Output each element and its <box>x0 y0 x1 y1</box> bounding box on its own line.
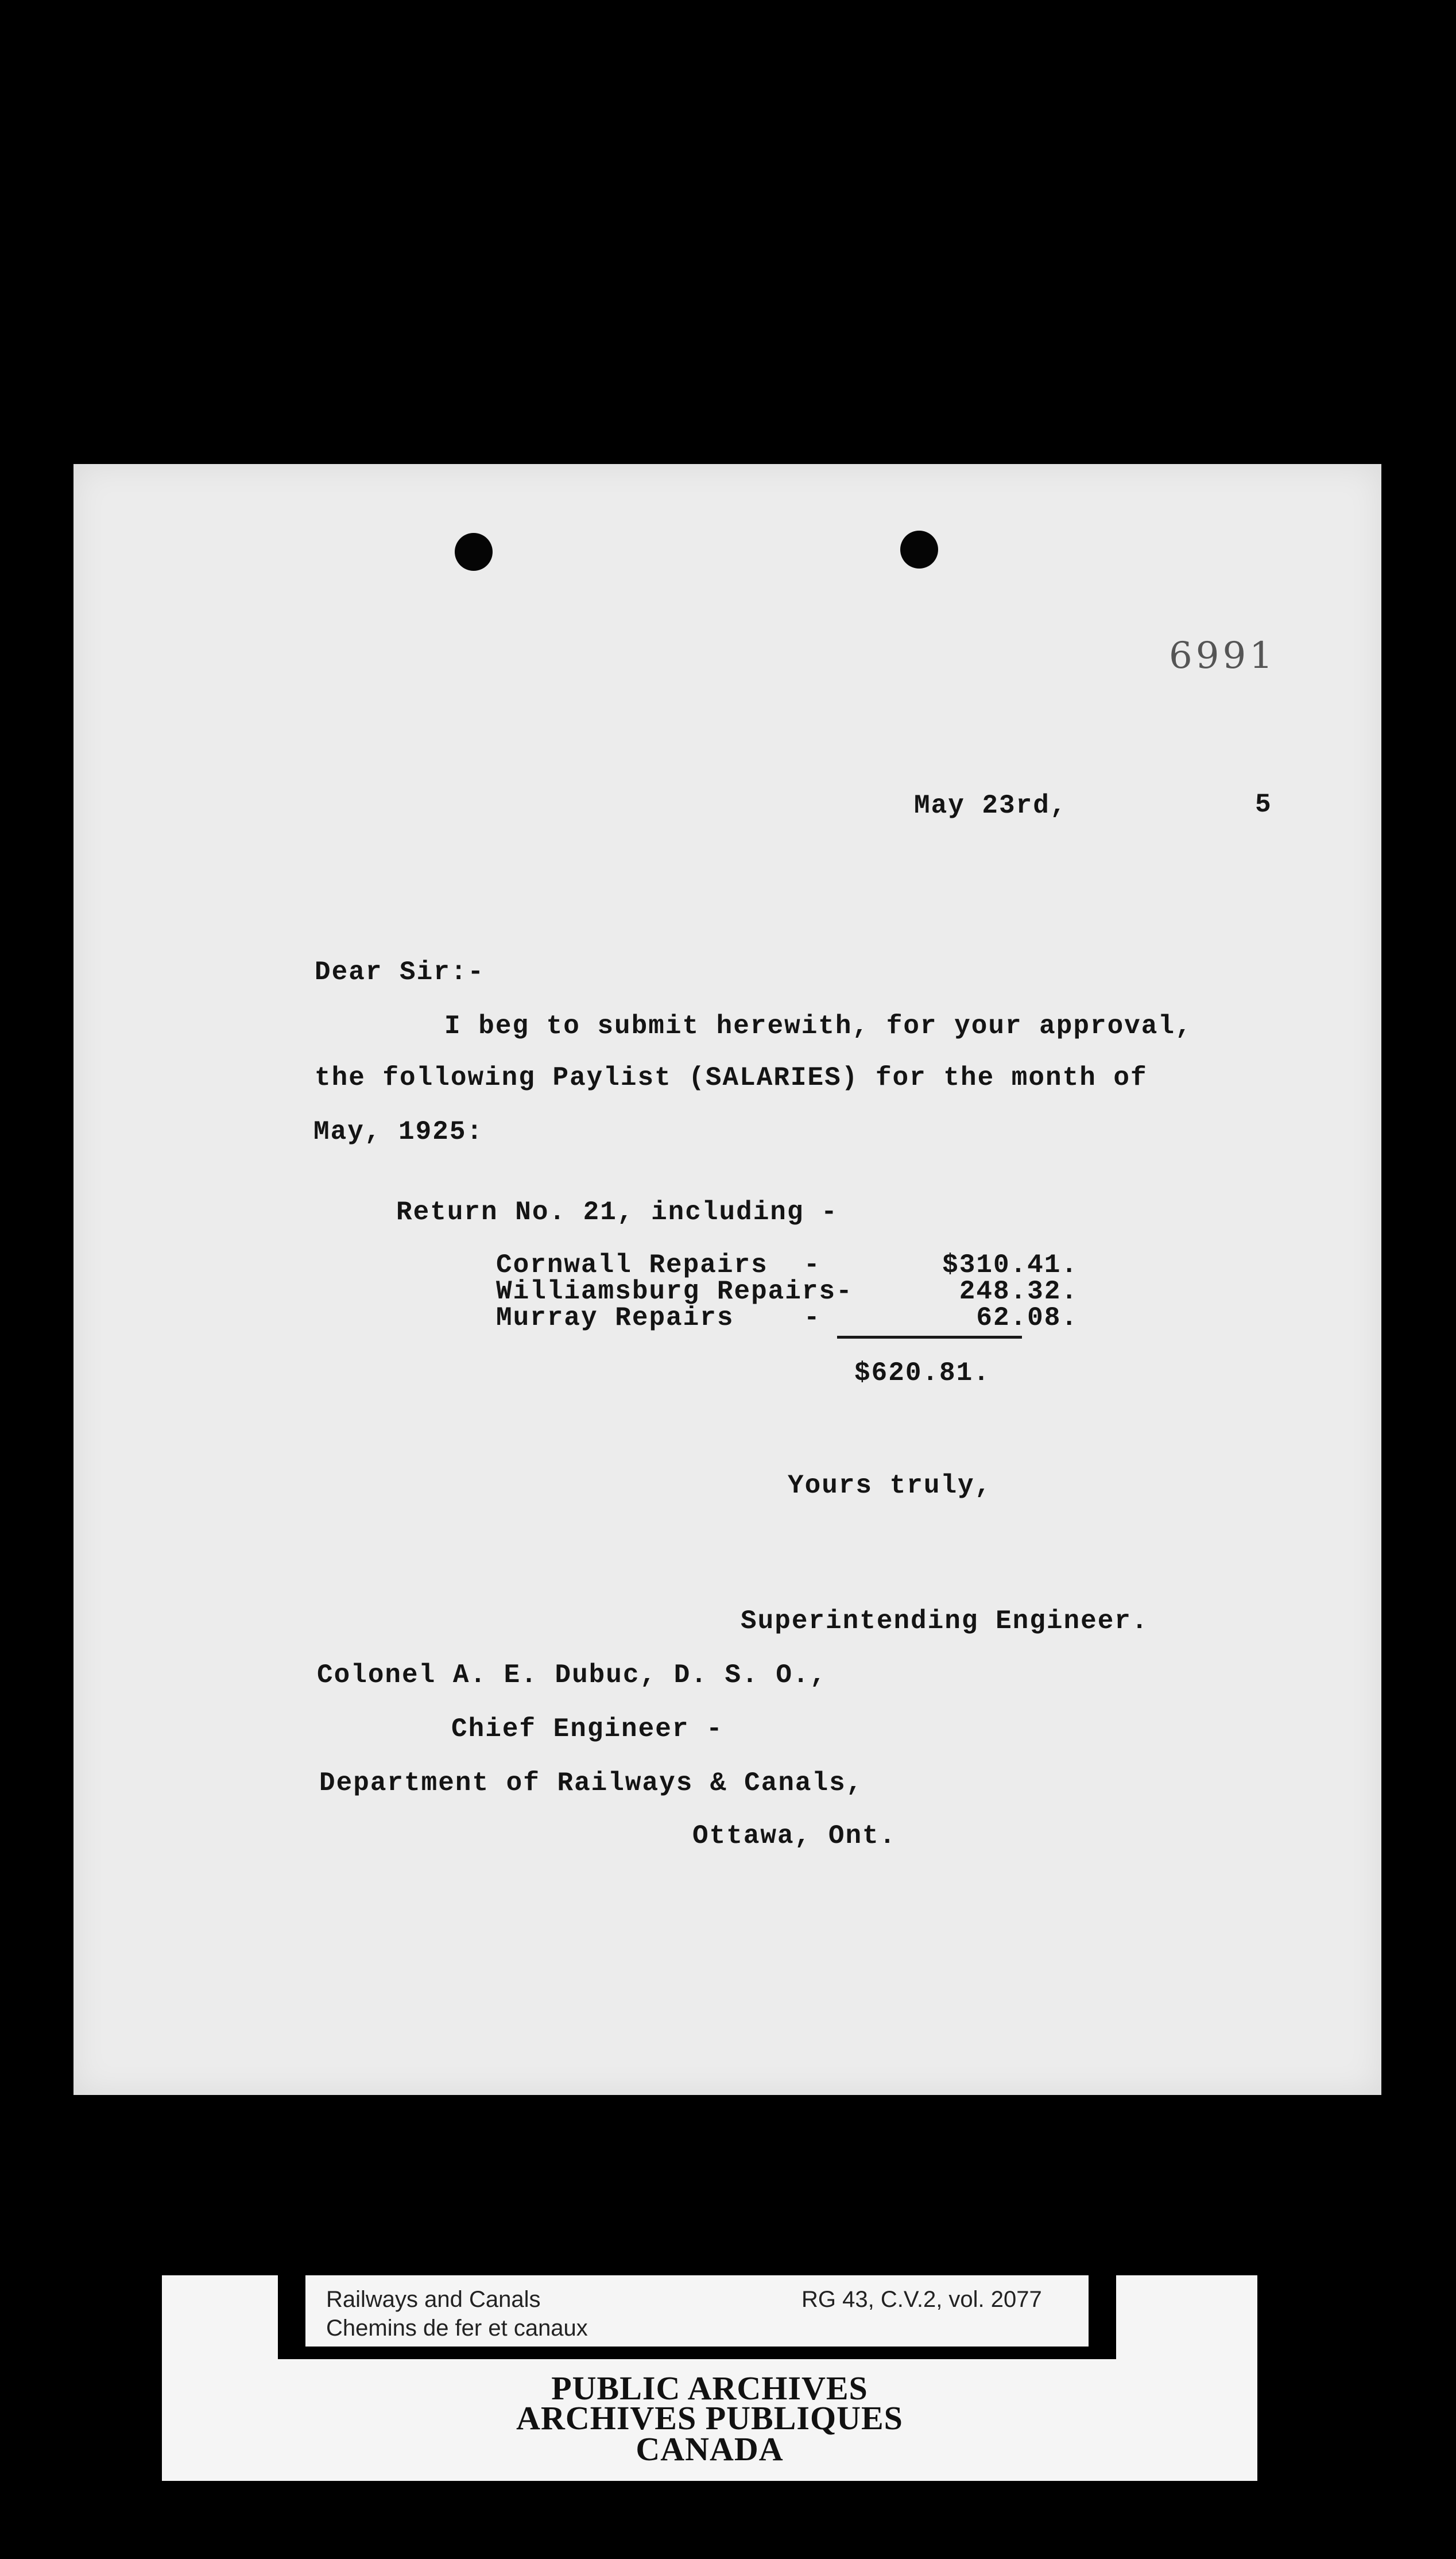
addressee-title: Chief Engineer - <box>451 1714 723 1744</box>
letter-date: May 23rd, <box>914 791 1067 821</box>
item-amount: 62.08. <box>976 1303 1078 1333</box>
letter-page <box>73 464 1381 2095</box>
item-amount: 248.32. <box>959 1277 1078 1306</box>
archive-label <box>162 2275 1257 2481</box>
item-amount: $310.41. <box>942 1250 1078 1280</box>
fonds-english: Railways and Canals <box>326 2287 541 2312</box>
item-label: Williamsburg Repairs- <box>496 1277 853 1306</box>
total-underline <box>837 1336 1022 1339</box>
punch-hole-left <box>455 533 493 571</box>
signature-title: Superintending Engineer. <box>741 1606 1149 1636</box>
body-line-2: the following Paylist (SALARIES) for the month of <box>315 1063 1148 1093</box>
salutation: Dear Sir:- <box>315 957 485 987</box>
file-number: 6991 <box>1169 635 1276 677</box>
closing: Yours truly, <box>788 1471 992 1501</box>
punch-hole-right <box>900 531 938 569</box>
item-dash: - <box>804 1250 821 1280</box>
body-line-1: I beg to submit herewith, for your approval, <box>444 1011 1192 1041</box>
archive-reference-box <box>305 2275 1089 2347</box>
letter-date-suffix: 5 <box>1255 790 1272 820</box>
archive-country: CANADA <box>636 2430 784 2468</box>
item-label: Cornwall Repairs <box>496 1250 768 1280</box>
archive-reference: RG 43, C.V.2, vol. 2077 <box>801 2287 1042 2312</box>
addressee-name: Colonel A. E. Dubuc, D. S. O., <box>317 1660 827 1690</box>
item-dash: - <box>804 1303 821 1333</box>
fonds-french: Chemins de fer et canaux <box>326 2316 588 2341</box>
item-label: Murray Repairs <box>496 1303 734 1333</box>
addressee-department: Department of Railways & Canals, <box>319 1768 863 1798</box>
return-line: Return No. 21, including - <box>396 1197 838 1227</box>
total-amount: $620.81. <box>854 1358 990 1388</box>
body-line-3: May, 1925: <box>313 1117 484 1147</box>
archive-title-fr: ARCHIVES PUBLIQUES <box>516 2399 903 2437</box>
archive-title-en: PUBLIC ARCHIVES <box>551 2369 868 2407</box>
addressee-city: Ottawa, Ont. <box>692 1821 897 1851</box>
